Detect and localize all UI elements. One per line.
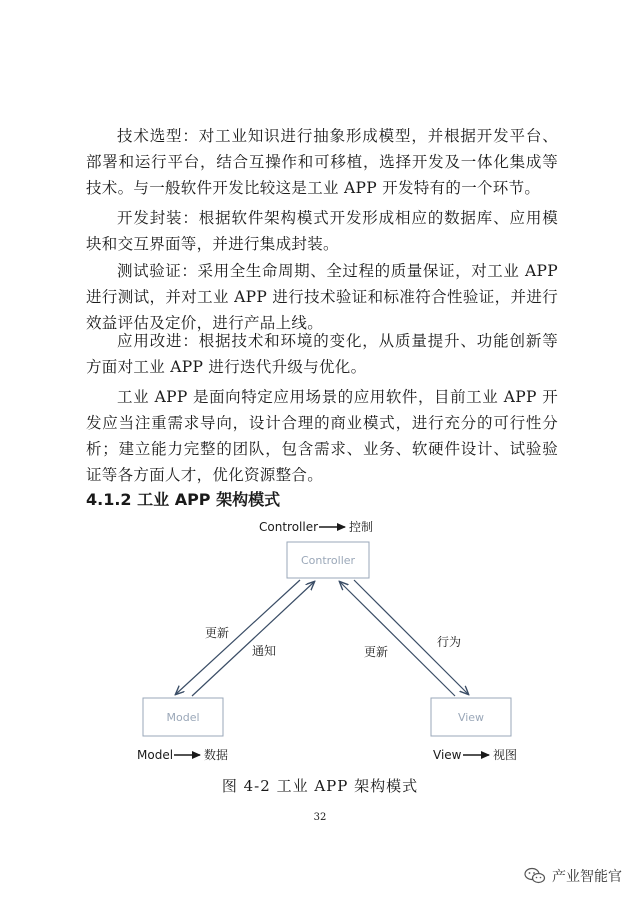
label-notify: 通知 [252,644,277,658]
paragraph-tech-selection: 技术选型：对工业知识进行抽象形成模型，并根据开发平台、部署和运行平台，结合互操作和可移植，选择开发及一体化集成等技术。与一般软件开发比较这是工业 APP 开发特有的一个环节。 [86,127,558,197]
page-number: 32 [313,812,327,823]
watermark [524,866,622,886]
controller-box-label: Controller [300,554,356,567]
label-action: 行为 [437,635,462,649]
wechat-icon [524,867,546,885]
label-update-left: 更新 [205,626,230,640]
section-heading: 4.1.2 工业 APP 架构模式 [86,490,281,509]
controller-legend-cn: 控制 [349,520,374,534]
model-box-label: Model [166,711,200,724]
mvc-architecture-diagram [0,510,640,780]
label-update-right: 更新 [364,645,389,659]
model-legend-en: Model [137,748,174,762]
view-legend-cn: 视图 [493,748,518,762]
watermark-text: 产业智能官 [552,869,622,885]
controller-legend-en: Controller [259,520,319,534]
paragraph-test-verification: 测试验证：采用全生命周期、全过程的质量保证，对工业 APP 进行测试，并对工业 APP 进行技术验证和标准符合性验证，并进行效益评估及定价，进行产品上线。 [86,262,558,332]
paragraph-industrial-app-summary: 工业 APP 是面向特定应用场景的应用软件，目前工业 APP 开发应当注重需求导向，设计合理的商业模式，进行充分的可行性分析；建立能力完整的团队，包含需求、业务、软硬件设计、试验验证等各方面人才，优化资源整合。 [86,388,558,484]
view-legend-en: View [433,748,462,762]
model-legend-cn: 数据 [204,748,229,762]
paragraph-app-improvement: 应用改进：根据技术和环境的变化，从质量提升、功能创新等方面对工业 APP 进行迭代升级与优化。 [86,332,558,376]
paragraph-dev-packaging: 开发封装：根据软件架构模式开发形成相应的数据库、应用模块和交互界面等，并进行集成封装。 [86,209,558,253]
arrow-controller-to-model [176,580,300,694]
view-box-label: View [457,711,485,724]
figure-caption: 图 4-2 工业 APP 架构模式 [221,777,419,795]
